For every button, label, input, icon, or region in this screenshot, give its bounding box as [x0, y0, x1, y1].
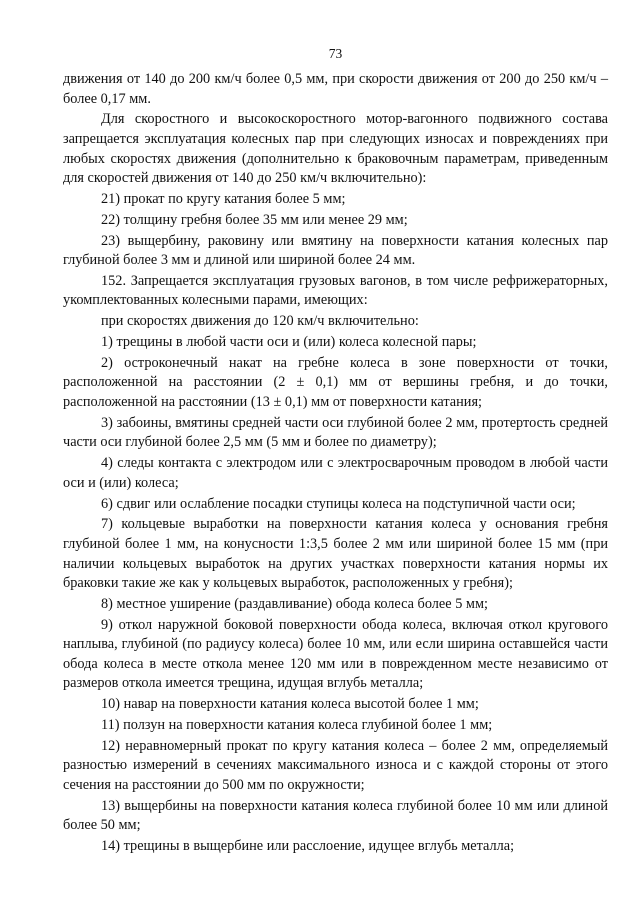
paragraph-speed-condition: при скоростях движения до 120 км/ч включительно:	[101, 313, 419, 330]
paragraph-continuation: движения от 140 до 200 км/ч более 0,5 мм, при скорости движения от 200 до 250 км/ч – более 0,17 мм.	[63, 71, 608, 107]
list-item-11: 11) ползун на поверхности катания колеса глубиной более 1 мм;	[101, 717, 493, 733]
list-item-22: 22) толщину гребня более 35 мм или менее 29 мм;	[101, 211, 408, 228]
list-item-3: 3) забоины, вмятины средней части оси глубиной более 2 мм, протертость средней части оси глубиной более 2,5 мм (5 мм и более по диаметру);	[63, 414, 608, 451]
list-item-10: 10) навар на поверхности катания колеса высотой более 1 мм;	[101, 696, 479, 713]
list-item-14: 14) трещины в выщербине или расслоение, идущее вглубь металла;	[101, 838, 515, 855]
list-item-7: 7) кольцевые выработки на поверхности катания колеса у основания гребня глубиной более 1 мм, на конусности 1:3,5 более 2 мм или шириной более 15 мм (при наличии кольцевых выработок на других участках поверхности катания нормы их браковки такие же как у кольцевых выработок, расположенных у гребня);	[63, 516, 608, 592]
document-body	[63, 70, 608, 857]
list-item-6: 6) сдвиг или ослабление посадки ступицы колеса на подступичной части оси;	[101, 495, 576, 512]
list-item-4: 4) следы контакта с электродом или с электросварочным проводом в любой части оси и (или) колеса;	[63, 455, 608, 491]
list-item-8: 8) местное уширение (раздавливание) обода колеса более 5 мм;	[101, 595, 488, 612]
section-152: 152. Запрещается эксплуатация грузовых вагонов, в том числе рефрижераторных, укомплектованных колесными парами, имеющих:	[63, 272, 608, 309]
list-item-1: 1) трещины в любой части оси и (или) колеса колесной пары;	[101, 334, 477, 351]
list-item-12: 12) неравномерный прокат по кругу катания колеса – более 2 мм, определяемый разностью измерений в сечениях максимального износа и с каждой стороны от этого сечения на расстоянии до 500 мм по окружности;	[63, 737, 608, 793]
page-number: 73	[328, 46, 343, 61]
list-item-21: 21) прокат по кругу катания более 5 мм;	[101, 190, 346, 207]
list-item-2: 2) остроконечный накат на гребне колеса в зоне поверхности от точки, расположенной на расстоянии (2 ± 0,1) мм от вершины гребня, и до точки, расположенной на расстоянии (13 ± 0,1) мм от поверхности катания;	[63, 354, 608, 410]
list-item-13: 13) выщербины на поверхности катания колеса глубиной более 10 мм или длиной более 50 мм;	[63, 797, 608, 834]
list-item-23: 23) выщербину, раковину или вмятину на поверхности катания колесных пар глубиной более 3 мм и длиной или шириной более 24 мм.	[63, 232, 608, 269]
list-item-9: 9) откол наружной боковой поверхности обода колеса, включая откол кругового наплыва, глубиной (по радиусу колеса) более 10 мм, или если ширина оставшейся части обода колеса в месте откола менее 120 мм или в поврежденном месте независимо от размеров откола имеется трещина, идущая вглубь металла;	[63, 616, 608, 692]
paragraph-intro-high-speed: Для скоростного и высокоскоростного мотор-вагонного подвижного состава запрещается эксплуатация колесных пар при следующих износах и повреждениях при любых скоростях движения (дополнительно к браковочным параметрам, приведенным для скоростей движения от 140 до 250 км/ч включительно):	[63, 111, 608, 187]
